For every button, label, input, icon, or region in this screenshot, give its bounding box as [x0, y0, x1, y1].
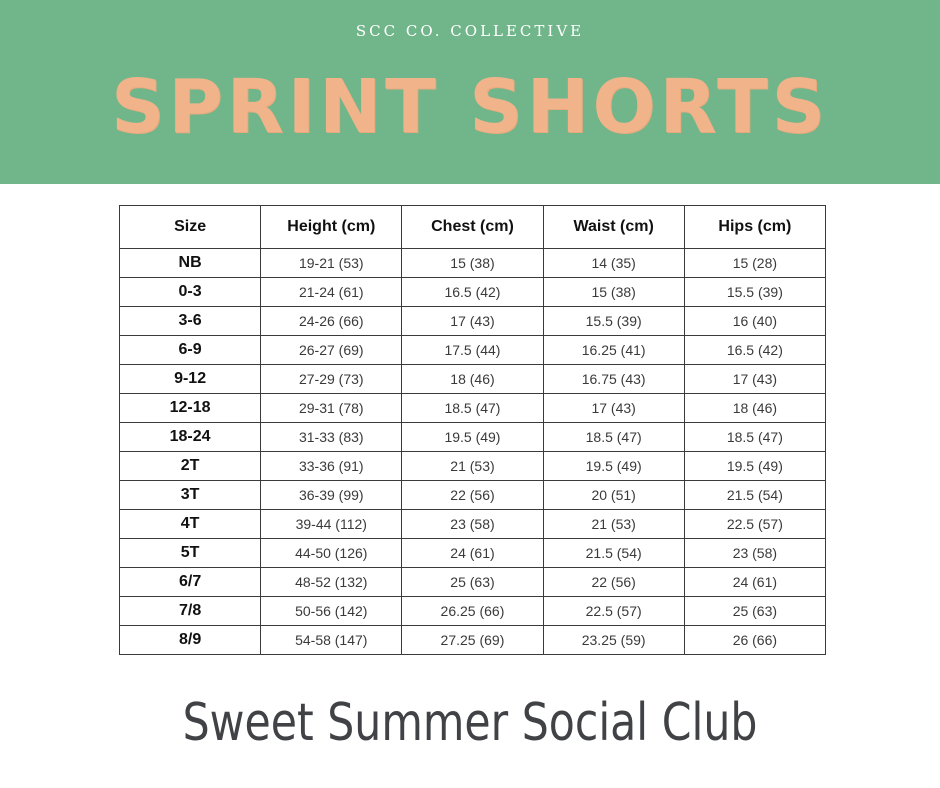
table-row — [120, 597, 826, 626]
cell-chest: 24 (61) — [402, 539, 543, 568]
table-row — [120, 452, 826, 481]
table-row — [120, 481, 826, 510]
cell-waist: 15 (38) — [543, 278, 684, 307]
table-row — [120, 394, 826, 423]
header-height: Height (cm) — [261, 206, 402, 249]
cell-hips: 26 (66) — [684, 626, 825, 655]
cell-chest: 21 (53) — [402, 452, 543, 481]
cell-waist: 16.75 (43) — [543, 365, 684, 394]
cell-chest: 17.5 (44) — [402, 336, 543, 365]
cell-waist: 22.5 (57) — [543, 597, 684, 626]
cell-size: 3T — [120, 481, 261, 510]
cell-height: 24-26 (66) — [261, 307, 402, 336]
header-size: Size — [120, 206, 261, 249]
cell-hips: 21.5 (54) — [684, 481, 825, 510]
cell-height: 54-58 (147) — [261, 626, 402, 655]
cell-waist: 15.5 (39) — [543, 307, 684, 336]
table-row — [120, 423, 826, 452]
cell-size: NB — [120, 249, 261, 278]
cell-hips: 15 (28) — [684, 249, 825, 278]
cell-height: 21-24 (61) — [261, 278, 402, 307]
cell-hips: 15.5 (39) — [684, 278, 825, 307]
table-row — [120, 626, 826, 655]
cell-waist: 16.25 (41) — [543, 336, 684, 365]
brand-footer: Sweet Summer Social Club — [182, 693, 758, 753]
cell-height: 39-44 (112) — [261, 510, 402, 539]
table-row — [120, 568, 826, 597]
cell-height: 50-56 (142) — [261, 597, 402, 626]
cell-chest: 26.25 (66) — [402, 597, 543, 626]
cell-hips: 25 (63) — [684, 597, 825, 626]
cell-waist: 19.5 (49) — [543, 452, 684, 481]
cell-height: 36-39 (99) — [261, 481, 402, 510]
cell-chest: 23 (58) — [402, 510, 543, 539]
header-waist: Waist (cm) — [543, 206, 684, 249]
table-row — [120, 278, 826, 307]
table-row — [120, 510, 826, 539]
brand-kicker: SCC CO. COLLECTIVE — [355, 22, 585, 40]
cell-hips: 19.5 (49) — [684, 452, 825, 481]
table-row — [120, 336, 826, 365]
page-title: SPRINT SHORTS — [111, 64, 829, 150]
cell-hips: 18 (46) — [684, 394, 825, 423]
header-chest: Chest (cm) — [402, 206, 543, 249]
cell-waist: 17 (43) — [543, 394, 684, 423]
size-table — [119, 205, 826, 655]
cell-hips: 23 (58) — [684, 539, 825, 568]
cell-height: 27-29 (73) — [261, 365, 402, 394]
cell-size: 8/9 — [120, 626, 261, 655]
table-row — [120, 307, 826, 336]
cell-size: 9-12 — [120, 365, 261, 394]
cell-waist: 20 (51) — [543, 481, 684, 510]
cell-size: 6-9 — [120, 336, 261, 365]
table-row — [120, 539, 826, 568]
cell-size: 5T — [120, 539, 261, 568]
cell-size: 12-18 — [120, 394, 261, 423]
cell-waist: 22 (56) — [543, 568, 684, 597]
cell-hips: 22.5 (57) — [684, 510, 825, 539]
cell-size: 0-3 — [120, 278, 261, 307]
cell-waist: 21.5 (54) — [543, 539, 684, 568]
cell-chest: 15 (38) — [402, 249, 543, 278]
header-hips: Hips (cm) — [684, 206, 825, 249]
cell-waist: 23.25 (59) — [543, 626, 684, 655]
cell-size: 6/7 — [120, 568, 261, 597]
cell-chest: 18.5 (47) — [402, 394, 543, 423]
cell-size: 3-6 — [120, 307, 261, 336]
cell-chest: 19.5 (49) — [402, 423, 543, 452]
cell-hips: 16.5 (42) — [684, 336, 825, 365]
cell-size: 4T — [120, 510, 261, 539]
cell-hips: 24 (61) — [684, 568, 825, 597]
cell-height: 44-50 (126) — [261, 539, 402, 568]
cell-height: 48-52 (132) — [261, 568, 402, 597]
cell-size: 18-24 — [120, 423, 261, 452]
cell-hips: 18.5 (47) — [684, 423, 825, 452]
cell-height: 26-27 (69) — [261, 336, 402, 365]
cell-height: 19-21 (53) — [261, 249, 402, 278]
cell-chest: 18 (46) — [402, 365, 543, 394]
size-chart — [119, 205, 826, 655]
cell-hips: 16 (40) — [684, 307, 825, 336]
cell-chest: 27.25 (69) — [402, 626, 543, 655]
cell-chest: 17 (43) — [402, 307, 543, 336]
cell-height: 33-36 (91) — [261, 452, 402, 481]
cell-waist: 21 (53) — [543, 510, 684, 539]
cell-waist: 18.5 (47) — [543, 423, 684, 452]
cell-hips: 17 (43) — [684, 365, 825, 394]
table-row — [120, 249, 826, 278]
cell-height: 31-33 (83) — [261, 423, 402, 452]
cell-chest: 22 (56) — [402, 481, 543, 510]
cell-chest: 25 (63) — [402, 568, 543, 597]
cell-chest: 16.5 (42) — [402, 278, 543, 307]
table-header-row — [120, 206, 826, 249]
table-body — [120, 249, 826, 655]
cell-size: 7/8 — [120, 597, 261, 626]
cell-waist: 14 (35) — [543, 249, 684, 278]
table-row — [120, 365, 826, 394]
cell-size: 2T — [120, 452, 261, 481]
header-banner — [0, 0, 940, 184]
cell-height: 29-31 (78) — [261, 394, 402, 423]
